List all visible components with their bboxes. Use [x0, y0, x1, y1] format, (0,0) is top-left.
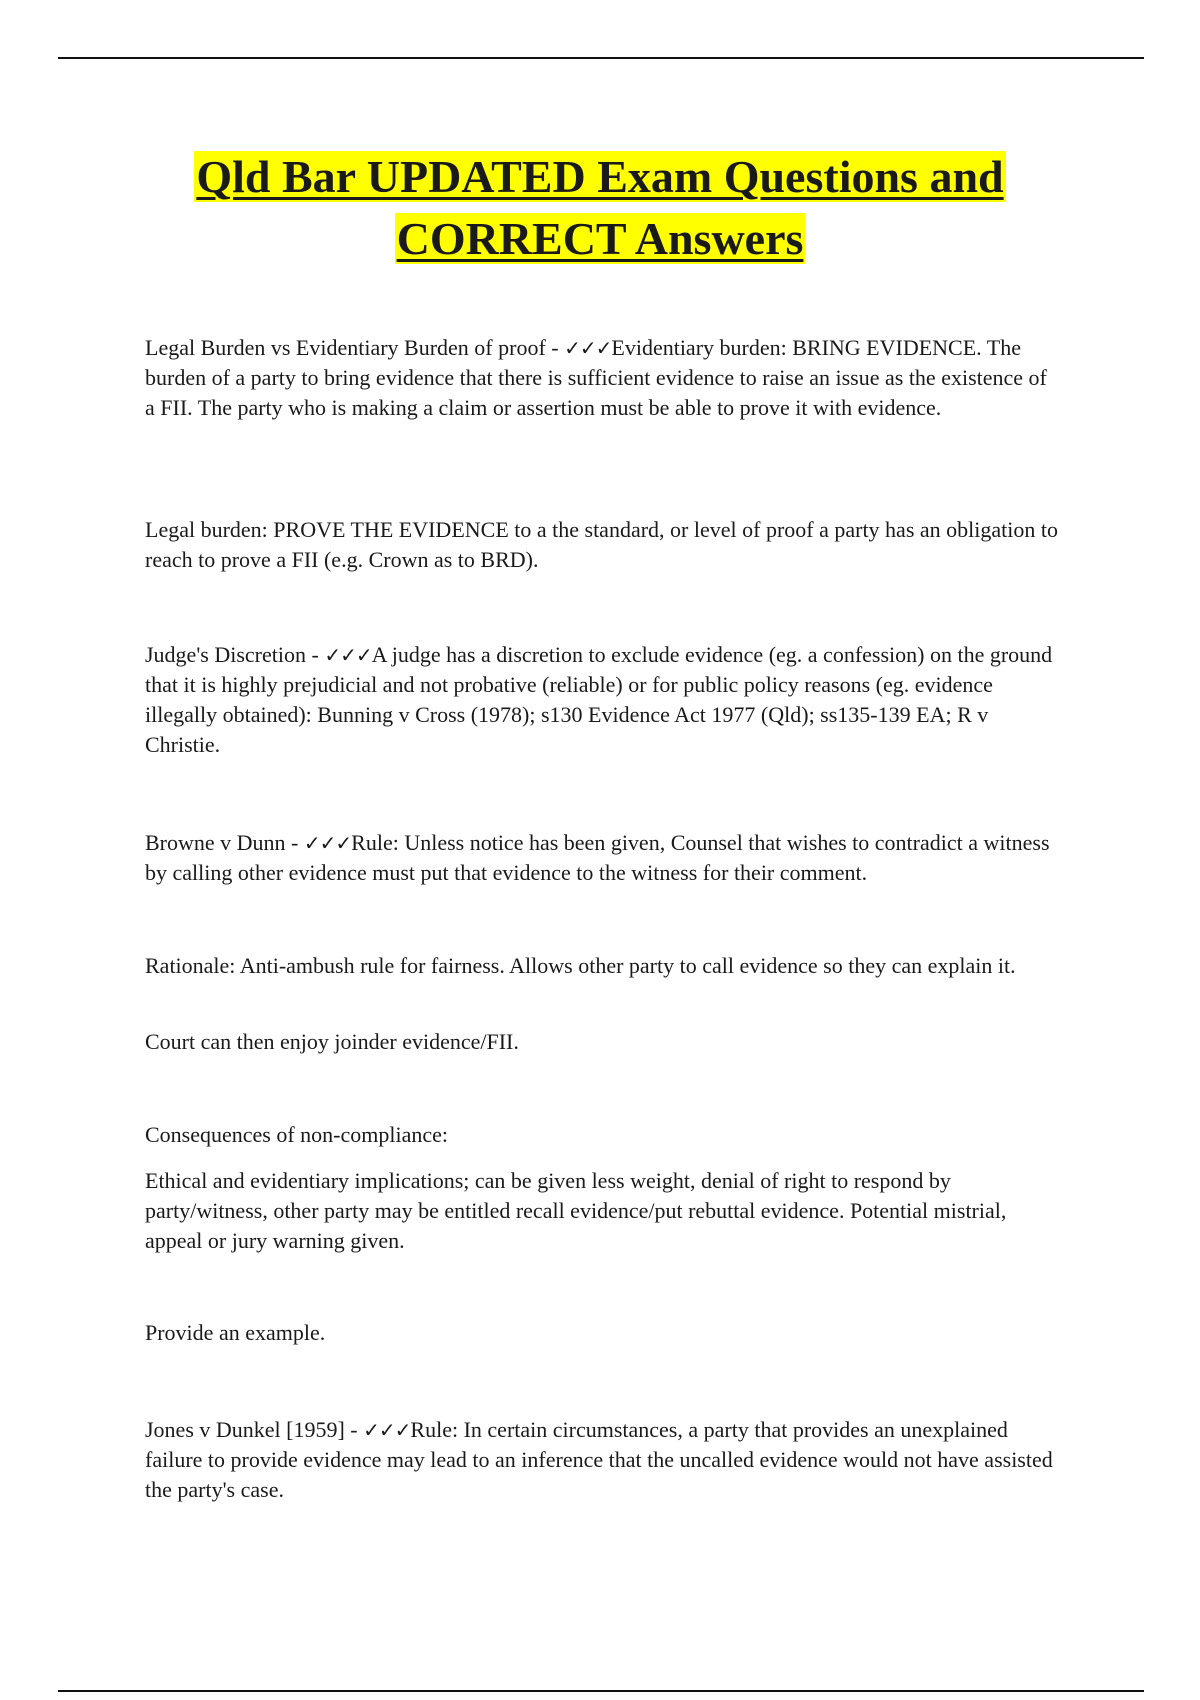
check-marks-icon: ✓✓✓: [303, 831, 352, 855]
bottom-rule: [58, 1690, 1144, 1692]
paragraph-consequences-detail: Ethical and evidentiary implications; can be given less weight, denial of right to respond by party/witness, other party may be entitled recall evidence/put rebuttal evidence. Potential mistrial, appeal or jury warning given.: [145, 1168, 1007, 1253]
qa-browne-v-dunn: [145, 828, 1060, 888]
qa-jones-v-dunkel: [145, 1415, 1060, 1505]
paragraph-joinder: Court can then enjoy joinder evidence/FII.: [145, 1029, 519, 1054]
check-marks-icon: ✓✓✓: [324, 643, 372, 667]
answer-text: A judge has a discretion to exclude evidence (eg. a confession) on the ground that it is highly prejudicial and not probative (reliable) or for public policy reasons (eg. evidence illegally obtained): Bunning v Cross (1978); s130 Evidence Act 1977 (Qld); ss135-139 EA; R v Christie.: [145, 642, 1053, 757]
qa-legal-burden: [145, 333, 1060, 423]
paragraph-rationale: Rationale: Anti-ambush rule for fairness. Allows other party to call evidence so they can explain it.: [145, 953, 1016, 978]
answer-text: Rule: Unless notice has been given, Counsel that wishes to contradict a witness by calling other evidence must put that evidence to the witness for their comment.: [145, 830, 1050, 885]
question-term: Legal Burden vs Evidentiary Burden of proof -: [145, 335, 565, 360]
answer-text: Evidentiary burden: BRING EVIDENCE. The burden of a party to bring evidence that there is sufficient evidence to raise an issue as the existence of a FII. The party who is making a claim or assertion must be able to prove it with evidence.: [145, 335, 1047, 420]
question-term: Jones v Dunkel [1959] -: [145, 1417, 364, 1442]
title-line-1: Qld Bar UPDATED Exam Questions and: [196, 151, 1004, 202]
question-term: Judge's Discretion -: [145, 642, 325, 667]
paragraph-consequences-heading: Consequences of non-compliance:: [145, 1122, 449, 1147]
top-rule: [58, 57, 1144, 59]
check-marks-icon: ✓✓✓: [363, 1418, 411, 1442]
document-title: [0, 146, 1200, 270]
answer-text: Rule: In certain circumstances, a party that provides an unexplained failure to provide evidence may lead to an inference that the uncalled evidence would not have assisted the party's case.: [145, 1417, 1053, 1502]
paragraph-legal-burden-detail: Legal burden: PROVE THE EVIDENCE to a the standard, or level of proof a party has an obligation to reach to prove a FII (e.g. Crown as to BRD).: [145, 517, 1058, 572]
paragraph-example: Provide an example.: [145, 1320, 326, 1345]
check-marks-icon: ✓✓✓: [564, 336, 612, 360]
title-line-2: CORRECT Answers: [396, 213, 804, 264]
question-term: Browne v Dunn -: [145, 830, 304, 855]
qa-judges-discretion: [145, 640, 1060, 760]
